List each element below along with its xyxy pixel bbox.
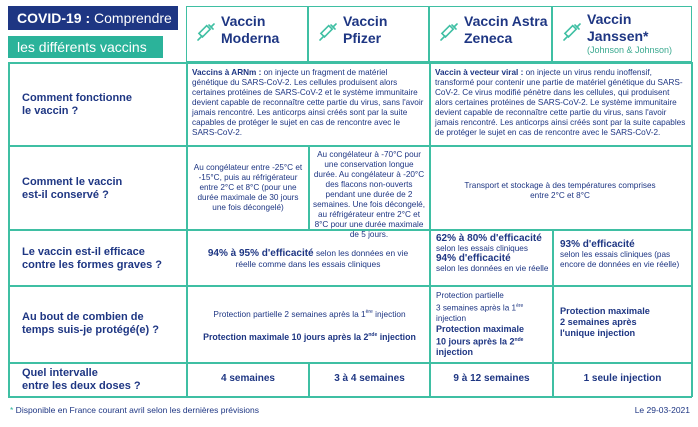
storage-pfizer: Au congélateur à -70°C pour une conservation longue durée. Au congélateur à -20°C des flacons non-ouverts pendant une durée de 2 semaines. Une fois décongelé, au réfrigérateur entre 2°C et 8°C pour une durée maximale de 5 jours. xyxy=(313,150,425,239)
efficacy-arn: 94% à 95% d'efficacité selon les données en vie réelle comme dans les essais cliniques xyxy=(207,248,409,269)
vaccine-name-line2: Janssen* xyxy=(587,28,649,44)
header-astrazeneca xyxy=(429,6,552,62)
row-label-efficacy: Le vaccin est-il efficace contre les formes graves ? xyxy=(22,246,163,271)
grid-line xyxy=(186,62,188,397)
grid-line xyxy=(8,145,692,147)
syringe-icon xyxy=(195,21,217,43)
title-line-2: les différents vaccins xyxy=(8,36,163,58)
row-label-how: Comment fonctionne le vaccin ? xyxy=(22,92,132,117)
grid-line xyxy=(308,146,310,230)
efficacy-az: 62% à 80% d'efficacité selon les essais cliniques 94% d'efficacité selon les données en vie réelle xyxy=(436,233,549,273)
footnote: * Disponible en France courant avril selon les dernières prévisions xyxy=(10,405,259,415)
grid-line xyxy=(8,396,692,398)
efficacy-janssen: 93% d'efficacité selon les essais cliniques (pas encore de données en vie réelle) xyxy=(560,239,680,269)
vaccine-name-line1: Vaccin Astra xyxy=(464,13,548,29)
vaccine-name-line2: Zeneca xyxy=(464,30,513,46)
interval-astrazeneca: 9 à 12 semaines xyxy=(453,373,530,384)
row-label-interval: Quel intervalle entre les deux doses ? xyxy=(22,367,141,392)
grid-line xyxy=(691,62,693,397)
storage-moderna: Au congélateur entre -25°C et -15°C, puis au réfrigérateur entre 2°C et 8°C (pour une durée maximale de 30 jours une fois décongelé) xyxy=(193,163,303,212)
header-pfizer xyxy=(308,6,429,62)
vaccine-subtitle: (Johnson & Johnson) xyxy=(587,45,673,55)
row-label-protection: Au bout de combien de temps suis-je protégé(e) ? xyxy=(22,311,159,336)
title-line-1: COVID-19 : Comprendre xyxy=(8,6,178,30)
syringe-icon xyxy=(317,21,339,43)
vaccine-name-line2: Pfizer xyxy=(343,30,382,46)
protection-arn-max: Protection maximale 10 jours après la 2nde injection xyxy=(203,331,416,342)
vaccine-name-line1: Vaccin xyxy=(221,13,266,29)
interval-pfizer: 3 à 4 semaines xyxy=(334,373,405,384)
protection-arn-partial: Protection partielle 2 semaines après la 1ère injection xyxy=(213,308,406,319)
interval-moderna: 4 semaines xyxy=(221,373,275,384)
protection-az: Protection partielle 3 semaines après la 1ère injection Protection maximale 10 jours après la 2nde injection xyxy=(436,291,525,358)
grid-line xyxy=(552,229,554,397)
header-moderna xyxy=(186,6,308,62)
header-janssen xyxy=(552,6,692,62)
how-arn: Vaccins à ARNm : on injecte un fragment de matériel génétique du SARS-CoV-2. Les cellules produisent alors certaines protéines de SARS-CoV-2 et le système immunitaire devient capable de reconnaître cette partie du virus, sans l'avoir jamais rencontré. Les anticorps ainsi créés sont par la suite capables de protéger le sujet en cas de rencontre avec le SARS-CoV-2. xyxy=(192,68,424,137)
storage-vector: Transport et stockage à des températures comprises entre 2°C et 8°C xyxy=(464,181,656,200)
vaccine-name-line1: Vaccin xyxy=(587,11,632,27)
vaccine-name-line1: Vaccin xyxy=(343,13,388,29)
grid-line xyxy=(429,62,431,397)
grid-line xyxy=(8,62,10,397)
syringe-icon xyxy=(561,21,583,43)
how-vector: Vaccin à vecteur viral : on injecte un virus rendu inoffensif, transformé pour contenir une partie de matériel génétique du SARS-CoV-2. Ce virus modifié pénètre dans les cellules, qui produisent alors certaines protéines de SARS-CoV-2. Le système immunitaire devient capable de reconnaître cette partie du virus, sans l'avoir jamais rencontré. Les anticorps ainsi créés sont par la suite capables de protéger le sujet en cas de rencontre avec le SARS-CoV-2. xyxy=(435,68,686,137)
grid-line xyxy=(8,62,692,64)
vaccine-name-line2: Moderna xyxy=(221,30,280,46)
date-label: Le 29-03-2021 xyxy=(634,405,690,415)
interval-janssen: 1 seule injection xyxy=(583,373,662,384)
row-label-storage: Comment le vaccin est-il conservé ? xyxy=(22,176,123,201)
grid-line xyxy=(8,362,692,364)
page-title xyxy=(8,6,178,58)
syringe-icon xyxy=(438,21,460,43)
grid-line xyxy=(8,285,692,287)
protection-janssen: Protection maximale 2 semaines après l'unique injection xyxy=(560,306,650,338)
